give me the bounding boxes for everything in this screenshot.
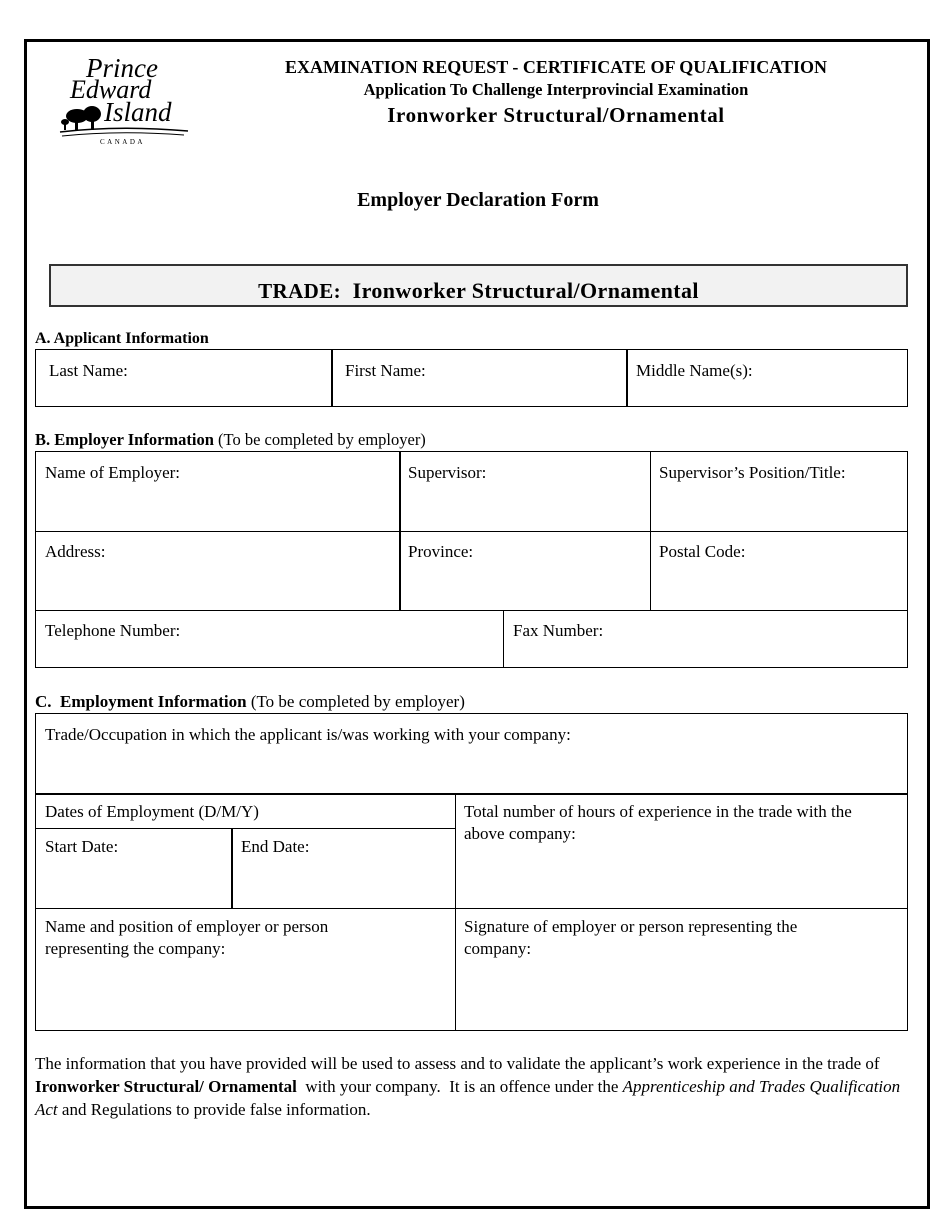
declaration-part-2: with your company. It is an offence under the (296, 1077, 623, 1096)
form-title: Employer Declaration Form (357, 189, 599, 211)
section-c-prefix: C. (35, 692, 52, 711)
section-b-heading: B. Employer Information (35, 430, 214, 449)
section-c-title (35, 692, 465, 712)
total-hours-label: Total number of hours of experience in the trade with the above company: (464, 802, 852, 843)
total-hours-field[interactable] (455, 793, 907, 908)
middle-name-label: Middle Name(s): (636, 361, 753, 380)
supervisor-field[interactable] (399, 452, 649, 531)
province-field[interactable] (399, 531, 649, 610)
declaration-trade: Ironworker Structural/ Ornamental (35, 1077, 297, 1096)
logo-word-1: Prince (86, 53, 158, 83)
fax-label: Fax Number: (513, 621, 604, 640)
telephone-field[interactable] (36, 610, 503, 667)
logo-word-3: Island (104, 97, 172, 127)
section-b-note: (To be completed by employer) (218, 430, 426, 449)
logo-swoosh-2 (62, 133, 184, 136)
trade-banner (49, 264, 908, 307)
section-a-title: A. Applicant Information (35, 330, 209, 347)
supervisor-title-label: Supervisor’s Position/Title: (659, 463, 846, 482)
dates-header (36, 793, 455, 828)
postal-code-label: Postal Code: (659, 542, 746, 561)
section-b-title (35, 430, 426, 450)
doc-title: EXAMINATION REQUEST - CERTIFICATE OF QUALIFICATION (285, 57, 827, 77)
doc-trade-name: Ironworker Structural/Ornamental (387, 103, 725, 127)
trade-value: Ironworker Structural/Ornamental (352, 278, 699, 303)
doc-subtitle: Application To Challenge Interprovincial Examination (363, 80, 749, 99)
trade-occupation-field[interactable] (36, 714, 907, 793)
employment-info-table (35, 713, 908, 1031)
last-name-label: Last Name: (49, 361, 128, 380)
first-name-field[interactable] (336, 350, 626, 406)
declaration-act: Apprenticeship and Trades Qualification Act (35, 1077, 901, 1119)
applicant-info-table (35, 349, 908, 407)
supervisor-title-field[interactable] (650, 452, 907, 531)
province-label: Province: (408, 542, 474, 561)
employer-info-table (35, 451, 908, 668)
logo-swoosh (60, 128, 188, 132)
declaration-part-1: The information that you have provided will be used to assess and to validate the applicant’s work experience in the trade of (35, 1054, 880, 1073)
signature-label: Signature of employer or person representing the company: (464, 917, 798, 958)
address-field[interactable] (36, 531, 398, 610)
start-date-field[interactable] (36, 828, 231, 908)
declaration-text (35, 1052, 915, 1121)
section-c-heading: Employment Information (60, 692, 247, 711)
name-position-field[interactable] (36, 908, 386, 1030)
logo-country: CANADA (100, 138, 145, 146)
start-date-label: Start Date: (45, 837, 119, 856)
last-name-field[interactable] (40, 350, 330, 406)
pei-logo-graphic (58, 52, 193, 147)
middle-name-field[interactable] (627, 350, 907, 406)
name-position-label: Name and position of employer or person representing the company: (45, 917, 329, 958)
trade-label: TRADE: (258, 279, 341, 303)
divider (331, 350, 333, 406)
logo-word-2: Edward (70, 75, 152, 104)
supervisor-label: Supervisor: (408, 463, 487, 482)
employer-name-label: Name of Employer: (45, 463, 181, 482)
first-name-label: First Name: (345, 361, 426, 380)
postal-code-field[interactable] (650, 531, 907, 610)
telephone-label: Telephone Number: (45, 621, 181, 640)
end-date-field[interactable] (232, 828, 455, 908)
dates-header-label: Dates of Employment (D/M/Y) (45, 802, 259, 821)
employer-name-field[interactable] (36, 452, 398, 531)
address-label: Address: (45, 542, 106, 561)
signature-field[interactable] (455, 908, 855, 1030)
fax-field[interactable] (504, 610, 907, 667)
tree-icon (61, 106, 101, 130)
end-date-label: End Date: (241, 837, 310, 856)
trade-occupation-label: Trade/Occupation in which the applicant is/was working with your company: (45, 725, 571, 744)
pei-logo (58, 52, 193, 147)
declaration-part-3: and Regulations to provide false information. (57, 1100, 371, 1119)
section-c-note: (To be completed by employer) (250, 692, 465, 711)
